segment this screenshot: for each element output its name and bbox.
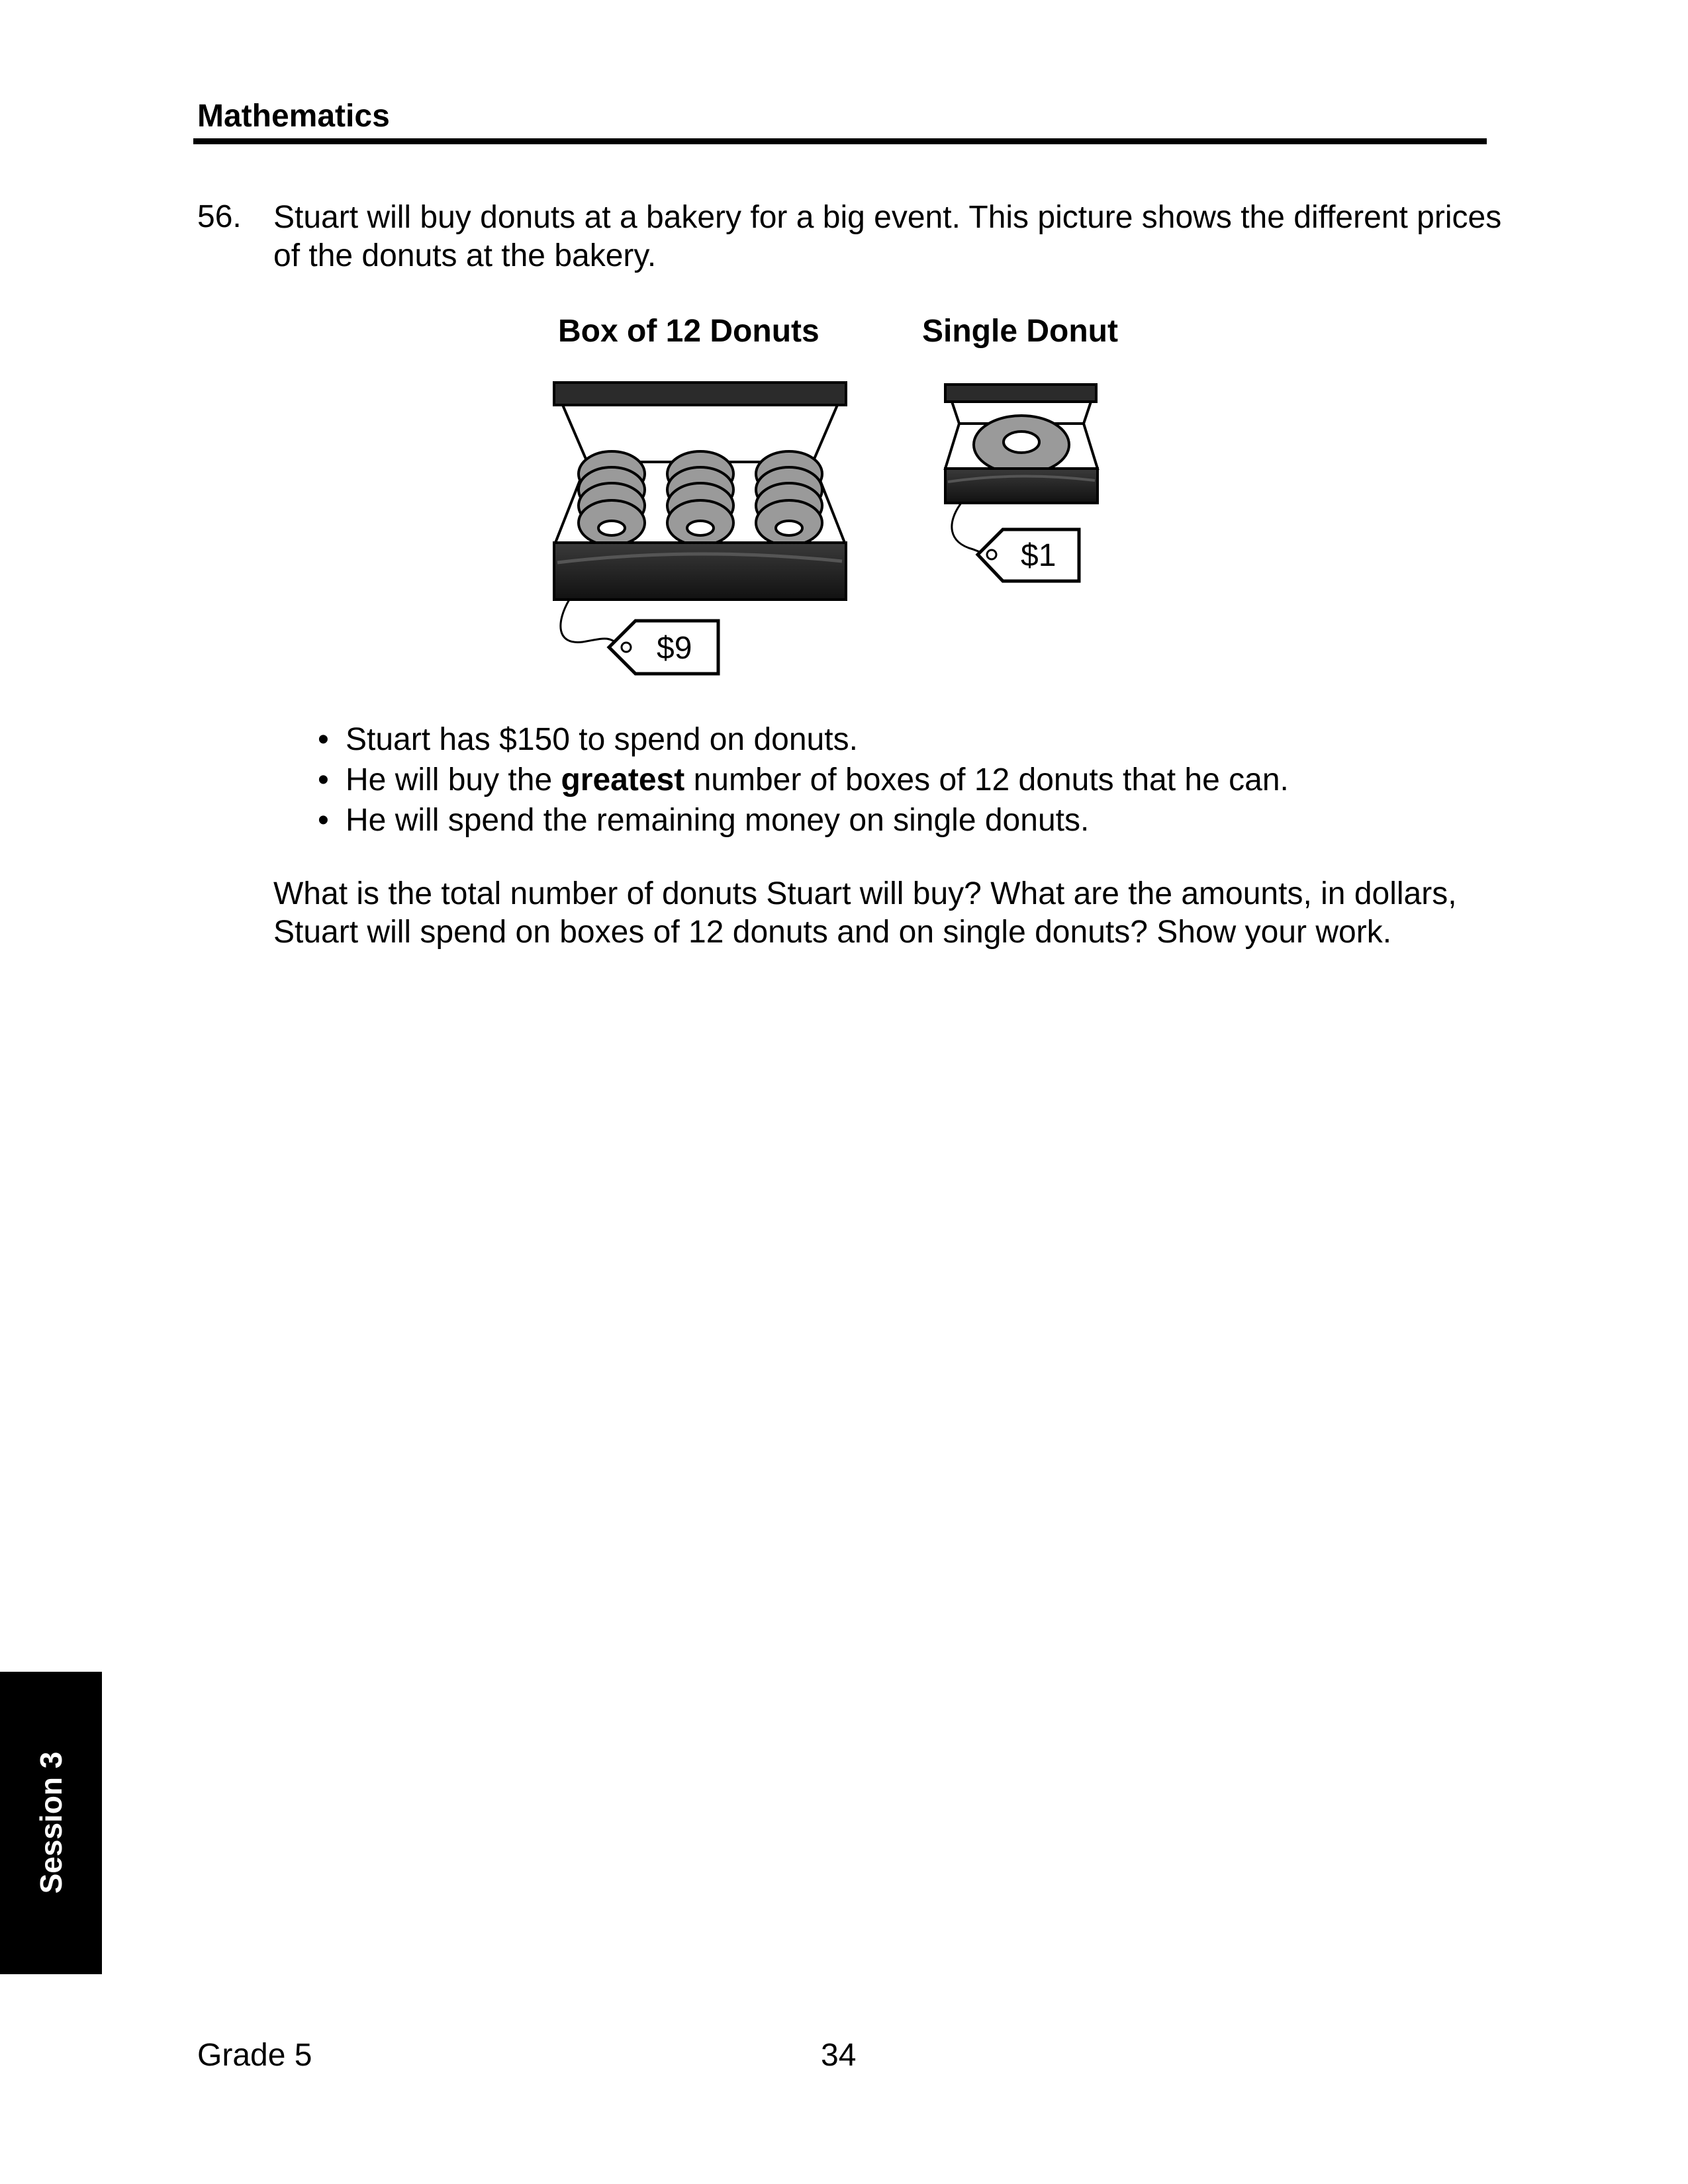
single-donut-label: Single Donut xyxy=(922,314,1118,349)
bullet-dot: • xyxy=(318,722,329,757)
fact-text: He will spend the remaining money on single donuts. xyxy=(346,803,1090,838)
box-price-tag xyxy=(561,600,718,674)
fact-text-after: number of boxes of 12 donuts that he can. xyxy=(684,762,1289,797)
fact-item xyxy=(318,760,1289,800)
donut-hole-icon xyxy=(598,521,625,535)
single-price-text: $1 xyxy=(1021,538,1056,573)
donut-hole-icon xyxy=(687,521,714,535)
question-intro: Stuart will buy donuts at a bakery for a big event. This picture shows the different prices of the donuts at the bakery. xyxy=(273,200,1502,273)
single-price-tag xyxy=(952,503,1079,581)
bullet-dot: • xyxy=(318,762,329,797)
donut-box-illustration xyxy=(554,383,846,600)
given-facts-list xyxy=(318,719,1289,841)
bullet-dot: • xyxy=(318,803,329,838)
fact-text: Stuart has $150 to spend on donuts. xyxy=(346,722,858,757)
fact-text-before: He will buy the xyxy=(346,762,561,797)
donut-hole-icon xyxy=(776,521,802,535)
box-of-12-label: Box of 12 Donuts xyxy=(558,314,820,349)
page-header-title: Mathematics xyxy=(197,99,390,134)
fact-text-emphasis: greatest xyxy=(561,762,685,797)
fact-item xyxy=(318,800,1289,841)
question-prompt: What is the total number of donuts Stuart will buy? What are the amounts, in dollars, Stuart will spend on boxes of 12 donuts and on single donuts? Show your work. xyxy=(273,876,1457,950)
session-tab-label: Session 3 xyxy=(34,1751,68,1894)
footer-grade: Grade 5 xyxy=(197,2038,312,2073)
box-price-text: $9 xyxy=(657,631,692,666)
question-number: 56. xyxy=(197,199,242,234)
page-number: 34 xyxy=(821,2038,857,2073)
single-donut-illustration xyxy=(945,385,1098,503)
fact-item xyxy=(318,719,1289,760)
donut-price-figure xyxy=(0,0,1688,728)
session-tab xyxy=(0,1672,102,1974)
